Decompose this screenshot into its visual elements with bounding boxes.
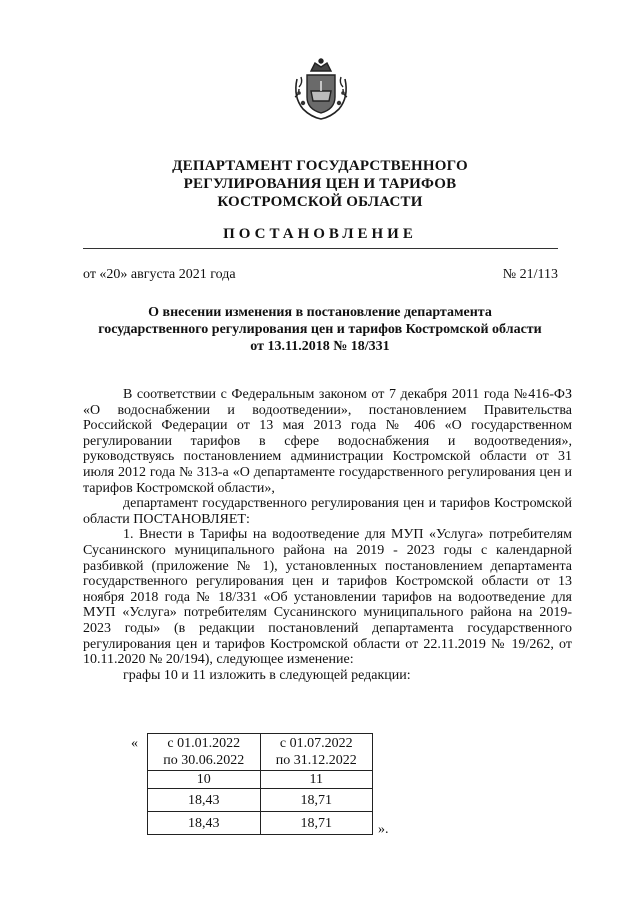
table-cell: 18,43 [148,789,261,812]
table-cell: 18,43 [148,812,261,835]
subject-line-2: государственного регулирования цен и тарифов Костромской области [98,322,542,337]
body-paragraph-item-1: 1. Внести в Тарифы на водоотведение для МУП «Услуга» потребителям Сусанинского муниципального района на 2019 - 2023 годы с календарной разбивкой (приложение № 1), установленных постановлением департамента государственного регулирования цен и тарифов Костромской области от 13 ноября 2018 года № 18/331 «Об установлении тарифов на водоотведение для МУП «Услуга» потребителям Сусанинского муниципального района на 2019-2023 годы» (в редакции постановлений департамента государственного регулирования цен и тарифов Костромской области от 22.11.2019 № 19/262, от 10.11.2020 № 20/194), следующее изменение: [83,527,572,668]
body-paragraph-columns: графы 10 и 11 изложить в следующей редакции: [123,667,411,683]
department-name [0,157,640,211]
col-11-from: с 01.07.2022 [279,736,353,751]
document-subject [70,304,570,355]
document-body [83,387,572,683]
table-cell: 11 [260,771,373,789]
col-10-from: с 01.01.2022 [167,736,241,751]
table-header-col-10 [148,734,261,771]
table-row [148,812,373,835]
table-header-col-11 [260,734,373,771]
tariff-table [147,733,373,835]
document-number: № 21/113 [502,267,558,282]
document-date: от «20» августа 2021 года [83,267,236,282]
subject-line-3: от 13.11.2018 № 18/331 [250,339,390,354]
heading-divider [83,248,558,249]
table-close-quote: ». [378,822,389,837]
table-open-quote: « [131,736,138,751]
table-cell: 10 [148,771,261,789]
department-name-line-1: ДЕПАРТАМЕНТ ГОСУДАРСТВЕННОГО [172,158,468,174]
table-cell: 18,71 [260,812,373,835]
table-header-row [148,734,373,771]
table-index-row [148,771,373,789]
col-10-to: по 30.06.2022 [163,753,245,768]
department-name-line-3: КОСТРОМСКОЙ ОБЛАСТИ [217,194,423,210]
body-paragraph-resolves: департамент государственного регулирования цен и тарифов Костромской области ПОСТАНОВЛЯЕТ: [83,496,572,527]
col-11-to: по 31.12.2022 [275,753,357,768]
table-row [148,789,373,812]
document-type-heading: ПОСТАНОВЛЕНИЕ [223,226,417,242]
subject-line-1: О внесении изменения в постановление департамента [148,305,492,320]
table-cell: 18,71 [260,789,373,812]
department-name-line-2: РЕГУЛИРОВАНИЯ ЦЕН И ТАРИФОВ [183,176,457,192]
body-paragraph-preamble: В соответствии с Федеральным законом от 7 декабря 2011 года №416-ФЗ «О водоснабжении и водоотведении», постановлением Правительства Российской Федерации от 13 мая 2013 года № 406 «О государственном регулировании тарифов в сфере водоснабжения и водоотведения», руководствуясь постановлением администрации Костромской области от 31 июля 2012 года № 313-а «О департаменте государственного регулирования цен и тарифов Костромской области», [83,387,572,496]
coat-of-arms-emblem [289,57,353,123]
